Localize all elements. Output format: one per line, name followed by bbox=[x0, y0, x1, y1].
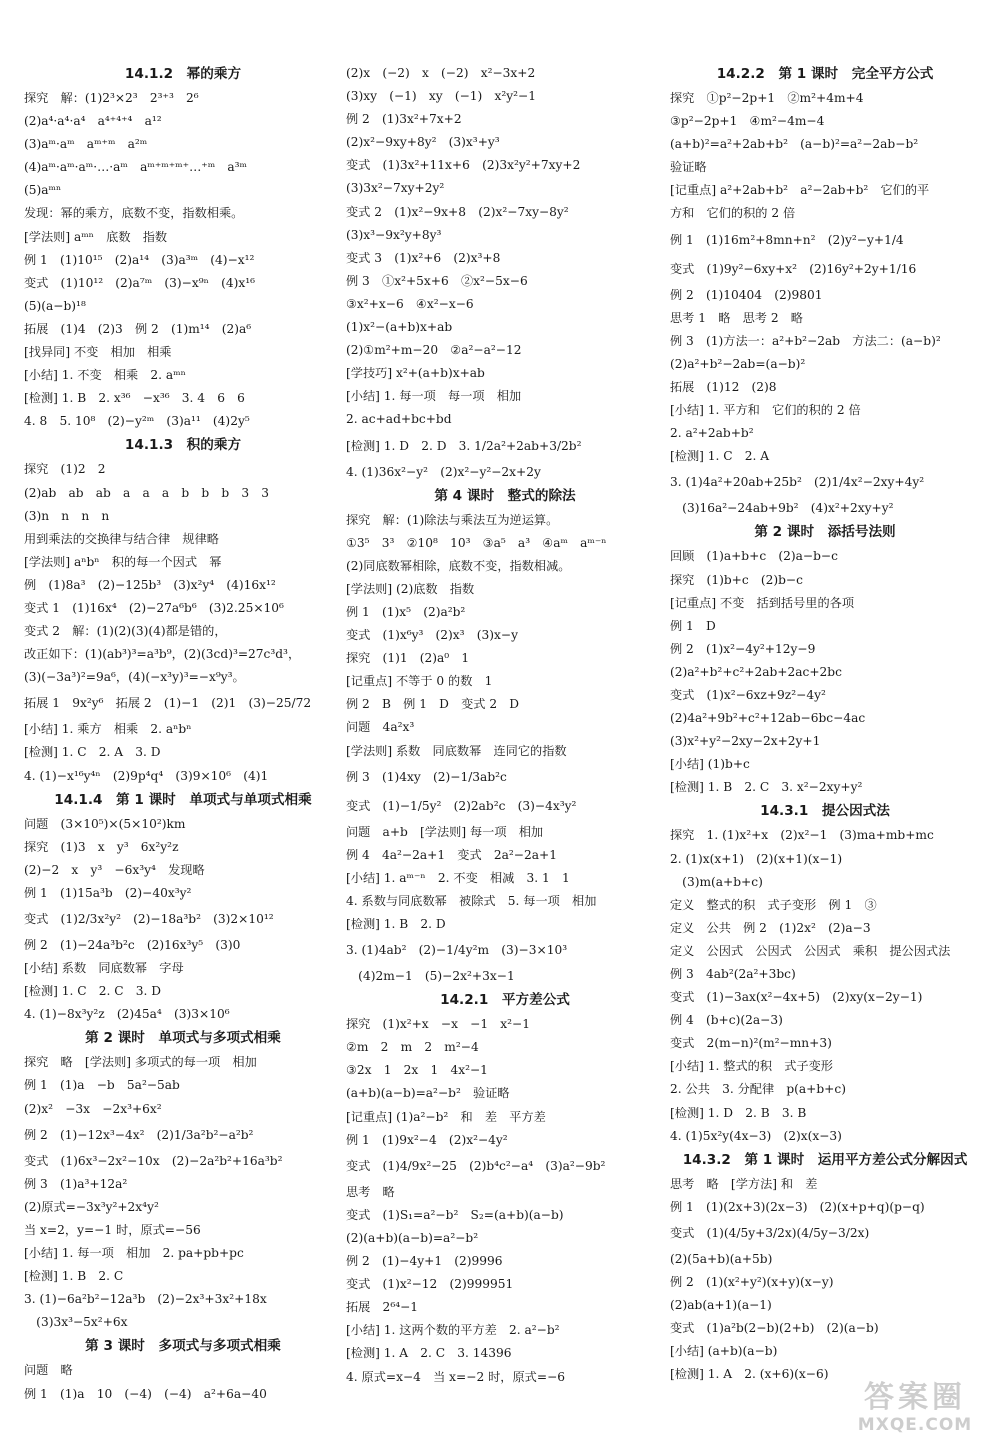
answer-line: ②m 2 m 2 m²−4 bbox=[346, 1040, 479, 1055]
answer-column-2 bbox=[346, 62, 664, 1389]
answer-line: [小结] 1. 乘方 相乘 2. aⁿbⁿ bbox=[24, 722, 192, 737]
answer-line: 方和 它们的积的 2 倍 bbox=[670, 206, 796, 221]
answer-line: (4)2m−1 (5)−2x²+3x−1 bbox=[346, 969, 515, 984]
answer-line: [小结] 1. 平方和 它们的积的 2 倍 bbox=[670, 403, 861, 418]
answer-line: 拓展 (1)12 (2)8 bbox=[670, 379, 777, 394]
answer-line: 变式 1 (1)16x⁴ (2)−27a⁶b⁶ (3)2.25×10⁶ bbox=[24, 600, 284, 615]
answer-line: [检测] 1. A 2. (x+6)(x−6) bbox=[670, 1367, 829, 1382]
answer-line: 变式 (1)S₁=a²−b² S₂=(a+b)(a−b) bbox=[346, 1207, 564, 1222]
answer-line: (3)m(a+b+c) bbox=[670, 874, 763, 889]
section-heading: 第 2 课时 单项式与多项式相乘 bbox=[85, 1030, 281, 1047]
answer-line: 变式 (1)(4/5y+3/2x)(4/5y−3/2x) bbox=[670, 1225, 870, 1240]
answer-line: 3. (1)−6a²b²−12a³b (2)−2x³+3x²+18x bbox=[24, 1292, 267, 1307]
answer-line: 验证略 bbox=[670, 160, 707, 175]
answer-line: 2. a²+2ab+b² bbox=[670, 426, 754, 441]
answer-line: [小结] 1. 整式的积 式子变形 bbox=[670, 1059, 833, 1074]
answer-line: (2)ab(a+1)(a−1) bbox=[670, 1298, 772, 1313]
answer-line: 4. 原式=x−4 当 x=−2 时，原式=−6 bbox=[346, 1369, 566, 1384]
watermark-url: MXQE.COM bbox=[857, 1415, 973, 1435]
answer-line: 探究 解：(1)2³×2³ 2³⁺³ 2⁶ bbox=[24, 91, 199, 105]
answer-line: 变式 (1)10¹² (2)a⁷ᵐ (3)−x⁹ⁿ (4)x¹⁶ bbox=[24, 275, 255, 290]
answer-line: (2)x (−2) x (−2) x²−3x+2 bbox=[346, 66, 536, 80]
answer-line: 变式 2 (1)x²−9x+8 (2)x²−7xy−8y² bbox=[346, 204, 569, 219]
answer-column-3 bbox=[670, 62, 980, 1387]
answer-line: (2)(a+b)(a−b)=a²−b² bbox=[346, 1230, 479, 1245]
answer-line: 例 2 (1)−4y+1 (2)9996 bbox=[346, 1254, 503, 1269]
answer-line: (3)(−3a³)²=9a⁶，(4)(−x³y)³=−x⁹y³。 bbox=[24, 670, 245, 685]
answer-line: 探究 (1)b+c (2)b−c bbox=[670, 572, 803, 587]
answer-line: 探究 解：(1)除法与乘法互为逆运算。 bbox=[346, 512, 559, 527]
answer-line: 问题 4a²x³ bbox=[346, 720, 415, 735]
answer-line: 变式 (1)−3ax(x²−4x+5) (2)xy(x−2y−1) bbox=[670, 990, 923, 1005]
answer-line: 问题 a+b [学法则] 每一项 相加 bbox=[346, 824, 544, 839]
section-heading: 第 3 课时 多项式与多项式相乘 bbox=[85, 1338, 281, 1355]
answer-line: [学法则] aᵐⁿ 底数 指数 bbox=[24, 229, 168, 244]
answer-line: (2)原式=−3x³y²+2x⁴y² bbox=[24, 1199, 159, 1214]
section-heading: 14.2.2 第 1 课时 完全平方公式 bbox=[716, 66, 934, 82]
answer-line: 变式 (1)9y²−6xy+x² (2)16y²+2y+1/16 bbox=[670, 261, 917, 276]
section-heading: 14.2.1 平方差公式 bbox=[440, 992, 570, 1009]
answer-line: 例 3 (1)方法一：a²+b²−2ab 方法二：(a−b)² bbox=[670, 333, 941, 348]
section-heading: 第 4 课时 整式的除法 bbox=[434, 487, 576, 504]
answer-line: 定义 公共 例 2 (1)2x² (2)a−3 bbox=[670, 920, 871, 935]
answer-line: 例 1 (1)9x²−4 (2)x²−4y² bbox=[346, 1132, 508, 1147]
answer-line: (2)a²+b²+c²+2ab+2ac+2bc bbox=[670, 664, 842, 679]
answer-line: [小结] (a+b)(a−b) bbox=[670, 1344, 778, 1359]
answer-line: 例 2 (1)−12x³−4x² (2)1/3a²b²−a²b² bbox=[24, 1127, 254, 1142]
answer-line: 例 2 (1)−24a³b²c (2)16x³y⁵ (3)0 bbox=[24, 938, 241, 952]
answer-line: [小结] 1. 这两个数的平方差 2. a²−b² bbox=[346, 1323, 560, 1338]
answer-line: 用到乘法的交换律与结合律 规律略 bbox=[24, 531, 219, 546]
answer-line: 2. ac+ad+bc+bd bbox=[346, 412, 452, 427]
section-heading: 14.1.2 幂的乘方 bbox=[124, 66, 242, 82]
answer-line: 发现：幂的乘方，底数不变，指数相乘。 bbox=[24, 206, 244, 221]
answer-line: [检测] 1. C 2. C 3. D bbox=[24, 984, 162, 999]
answer-line: [小结] 1. 每一项 每一项 相加 bbox=[346, 389, 522, 404]
answer-line: 变式 (1)x²−6xz+9z²−4y² bbox=[670, 687, 826, 702]
answer-line: (2)a⁴·a⁴·a⁴ a⁴⁺⁴⁺⁴ a¹² bbox=[24, 114, 162, 129]
answer-line: (3)n n n n bbox=[24, 508, 110, 523]
answer-line: (3)x³−9x²y+8y³ bbox=[346, 227, 442, 242]
answer-line: (2)x²−9xy+8y² (3)x³+y³ bbox=[346, 135, 500, 150]
answer-line: 探究 1. (1)x²+x (2)x²−1 (3)ma+mb+mc bbox=[670, 828, 934, 843]
answer-line: 例 2 (1)x²−4y²+12y−9 bbox=[670, 641, 816, 656]
answer-line: (2)−2 x y³ −6x³y⁴ 发现略 bbox=[24, 862, 205, 877]
answer-line: 4. (1)5x²y(4x−3) (2)x(x−3) bbox=[670, 1128, 842, 1143]
answer-line: [检测] 1. D 2. B 3. B bbox=[670, 1105, 807, 1120]
answer-line: 探究 (1)x²+x −x −1 x²−1 bbox=[346, 1017, 531, 1032]
answer-line: 4. (1)−x¹⁶y⁴ⁿ (2)9p⁴q⁴ (3)9×10⁶ (4)1 bbox=[24, 768, 269, 783]
answer-line: (3)xy (−1) xy (−1) x²y²−1 bbox=[346, 89, 536, 104]
answer-line: 探究 ①p²−2p+1 ②m²+4m+4 bbox=[670, 91, 864, 105]
answer-line: [检测] 1. B 2. D bbox=[346, 917, 446, 931]
answer-line: 改正如下：(1)(ab³)³=a³b⁹，(2)(3cd)³=27c³d³， bbox=[24, 647, 301, 662]
answer-line: 探究 (1)2 2 bbox=[24, 462, 106, 477]
answer-line: (2)同底数幂相除，底数不变，指数相减。 bbox=[346, 558, 571, 573]
answer-line: 2. (1)x(x+1) (2)(x+1)(x−1) bbox=[670, 851, 843, 866]
answer-line: 思考 略 bbox=[346, 1184, 395, 1199]
answer-line: ③2x 1 2x 1 4x²−1 bbox=[346, 1063, 488, 1078]
answer-line: [检测] 1. D 2. D 3. 1/2a²+2ab+3/2b² bbox=[346, 438, 582, 453]
answer-line: [学法则] 系数 同底数幂 连同它的指数 bbox=[346, 743, 567, 758]
answer-line: (3)aᵐ·aᵐ aᵐ⁺ᵐ a²ᵐ bbox=[24, 137, 148, 152]
answer-line: [检测] 1. B 2. C bbox=[24, 1269, 124, 1284]
answer-line: 4. (1)36x²−y² (2)x²−y²−2x+2y bbox=[346, 464, 541, 479]
watermark-logo bbox=[840, 1381, 990, 1439]
answer-line: [记重点] (1)a²−b² 和 差 平方差 bbox=[346, 1109, 546, 1124]
answer-line: 拓展 1 9x²y⁶ 拓展 2 (1)−1 (2)1 (3)−25/72 bbox=[24, 696, 312, 711]
section-heading: 14.3.2 第 1 课时 运用平方差公式分解因式 bbox=[682, 1151, 968, 1168]
answer-line: 4. (1)−8x³y²z (2)45a⁴ (3)3×10⁶ bbox=[24, 1007, 230, 1022]
answer-line: 例 3 (1)4xy (2)−1/3ab²c bbox=[346, 769, 507, 784]
answer-line: ③p²−2p+1 ④m²−4m−4 bbox=[670, 114, 825, 129]
answer-line: 例 4 4a²−2a+1 变式 2a²−2a+1 bbox=[346, 847, 557, 862]
answer-line: 例 2 (1)10404 (2)9801 bbox=[670, 287, 823, 302]
answer-line: 3. (1)4ab² (2)−1/4y²m (3)−3×10³ bbox=[346, 943, 568, 958]
answer-line: (2)4a²+9b²+c²+12ab−6bc−4ac bbox=[670, 711, 866, 726]
answer-line: 例 1 (1)a −b 5a²−5ab bbox=[24, 1078, 180, 1093]
answer-line: [找异同] 不变 相加 相乘 bbox=[24, 345, 172, 360]
answer-line: 问题 (3×10⁵)×(5×10²)km bbox=[24, 816, 186, 831]
watermark-title: 答案圈 bbox=[864, 1380, 966, 1415]
answer-line: 探究 (1)1 (2)a⁰ 1 bbox=[346, 651, 470, 666]
answer-line: [小结] 1. aᵐ⁻ⁿ 2. 不变 相减 3. 1 1 bbox=[346, 870, 570, 885]
answer-line: 当 x=2，y=−1 时，原式=−56 bbox=[24, 1222, 201, 1237]
answer-line: (2)x² −3x −2x³+6x² bbox=[24, 1101, 162, 1116]
answer-line: 变式 (1)−1/5y² (2)2ab²c (3)−4x³y² bbox=[346, 798, 577, 813]
answer-line: 拓展 2⁶⁴−1 bbox=[346, 1300, 419, 1315]
answer-line: [检测] 1. C 2. A bbox=[670, 449, 770, 464]
answer-line: 例 1 (1)(2x+3)(2x−3) (2)(x+p+q)(p−q) bbox=[670, 1199, 925, 1214]
answer-line: 变式 3 (1)x²+6 (2)x³+8 bbox=[346, 250, 501, 265]
answer-line: 探究 略 [学法则] 多项式的每一项 相加 bbox=[24, 1055, 257, 1070]
answer-line: [学技巧] x²+(a+b)x+ab bbox=[346, 366, 485, 381]
answer-line: (3)x²+y²−2xy−2x+2y+1 bbox=[670, 734, 821, 749]
answer-line: 3. (1)4a²+20ab+25b² (2)1/4x²−2xy+4y² bbox=[670, 475, 925, 490]
answer-line: 回顾 (1)a+b+c (2)a−b−c bbox=[670, 549, 838, 564]
answer-line: (1)x²−(a+b)x+ab bbox=[346, 320, 453, 335]
answer-line: [检测] 1. A 2. C 3. 14396 bbox=[346, 1346, 512, 1361]
answer-line: 思考 1 略 思考 2 略 bbox=[670, 310, 803, 325]
answer-line: 变式 2(m−n)²(m²−mn+3) bbox=[670, 1036, 832, 1051]
answer-line: 定义 整式的积 式子变形 例 1 ③ bbox=[670, 897, 877, 912]
answer-line: 例 1 (1)15a³b (2)−40x³y² bbox=[24, 885, 192, 900]
answer-line: 例 1 (1)10¹⁵ (2)a¹⁴ (3)a³ᵐ (4)−x¹² bbox=[24, 252, 255, 267]
answer-line: 变式 (1)3x²+11x+6 (2)3x²y²+7xy+2 bbox=[346, 158, 581, 173]
answer-line: (2)a²+b²−2ab=(a−b)² bbox=[670, 356, 806, 371]
answer-line: 例 1 (1)x⁵ (2)a²b² bbox=[346, 604, 466, 619]
answer-line: ①3⁵ 3³ ②10⁸ 10³ ③a⁵ a³ ④aᵐ aᵐ⁻ⁿ bbox=[346, 535, 607, 550]
answer-column-1 bbox=[24, 62, 342, 1406]
answer-line: 探究 (1)3 x y³ 6x²y²z bbox=[24, 839, 179, 854]
answer-line: 2. 公共 3. 分配律 p(a+b+c) bbox=[670, 1082, 846, 1097]
answer-line: (a+b)(a−b)=a²−b² 验证略 bbox=[346, 1086, 510, 1101]
answer-line: (3)3x³−5x²+6x bbox=[24, 1315, 128, 1330]
answer-line: [检测] 1. B 2. x³⁶ −x³⁶ 3. 4 6 6 bbox=[24, 391, 245, 406]
answer-line: 变式 (1)x²−12 (2)999951 bbox=[346, 1277, 514, 1292]
answer-line: 例 2 (1)(x²+y²)(x+y)(x−y) bbox=[670, 1275, 834, 1290]
answer-line: 例 1 D bbox=[670, 618, 716, 633]
answer-line: 变式 (1)a²b(2−b)(2+b) (2)(a−b) bbox=[670, 1321, 879, 1336]
answer-line: [检测] 1. C 2. A 3. D bbox=[24, 745, 161, 760]
answer-line: 定义 公因式 公因式 公因式 乘积 提公因式法 bbox=[670, 943, 951, 958]
answer-line: 变式 (1)4/9x²−25 (2)b⁴c²−a⁴ (3)a²−9b² bbox=[346, 1158, 606, 1173]
answer-line: 例 3 4ab²(2a²+3bc) bbox=[670, 967, 796, 981]
answer-line: 例 3 ①x²+5x+6 ②x²−5x−6 bbox=[346, 273, 528, 288]
answer-line: 例 2 (1)3x²+7x+2 bbox=[346, 112, 462, 127]
answer-line: 4. 8 5. 10⁸ (2)−y²ᵐ (3)a¹¹ (4)2y⁵ bbox=[24, 414, 250, 429]
answer-line: 4. 系数与同底数幂 被除式 5. 每一项 相加 bbox=[346, 893, 597, 908]
answer-line: [记重点] a²+2ab+b² a²−2ab+b² 它们的平 bbox=[670, 183, 930, 198]
answer-line: (4)aᵐ·aᵐ·aᵐ·…·aᵐ aᵐ⁺ᵐ⁺ᵐ⁺…⁺ᵐ a³ᵐ bbox=[24, 160, 247, 175]
answer-line: [学法则] aⁿbⁿ 积的每一个因式 幂 bbox=[24, 554, 222, 569]
answer-line: ③x²+x−6 ④x²−x−6 bbox=[346, 296, 474, 311]
answer-line: 变式 (1)x⁶y³ (2)x³ (3)x−y bbox=[346, 628, 518, 643]
answer-line: [记重点] 不等于 0 的数 1 bbox=[346, 674, 493, 689]
answer-line: 变式 (1)6x³−2x²−10x (2)−2a²b²+16a³b² bbox=[24, 1153, 283, 1168]
answer-line: (2)(5a+b)(a+5b) bbox=[670, 1251, 773, 1266]
answer-line: 思考 略 [学方法] 和 差 bbox=[670, 1176, 818, 1191]
answer-line: 变式 2 解：(1)(2)(3)(4)都是错的， bbox=[24, 624, 227, 639]
answer-line: (3)3x²−7xy+2y² bbox=[346, 181, 445, 196]
answer-line: [学法则] (2)底数 指数 bbox=[346, 581, 475, 596]
answer-line: 例 (1)8a³ (2)−125b³ (3)x²y⁴ (4)16x¹² bbox=[24, 577, 276, 592]
answer-line: [记重点] 不变 括到括号里的各项 bbox=[670, 595, 855, 610]
answer-line: (a+b)²=a²+2ab+b² (a−b)²=a²−2ab−b² bbox=[670, 137, 919, 152]
answer-line: [小结] 1. 每一项 相加 2. pa+pb+pc bbox=[24, 1246, 244, 1261]
answer-line: (5)aᵐⁿ bbox=[24, 183, 62, 198]
answer-line: [检测] 1. B 2. C 3. x²−2xy+y² bbox=[670, 780, 863, 795]
answer-line: 例 1 (1)a 10 (−4) (−4) a²+6a−40 bbox=[24, 1386, 267, 1401]
answer-line: (2)ab ab ab a a a b b b 3 3 bbox=[24, 485, 270, 500]
answer-line: 例 4 (b+c)(2a−3) bbox=[670, 1013, 783, 1028]
answer-line: 问题 略 bbox=[24, 1363, 73, 1378]
answer-line: 变式 (1)2/3x²y² (2)−18a³b² (3)2×10¹² bbox=[24, 912, 274, 926]
answer-line: 例 1 (1)16m²+8mn+n² (2)y²−y+1/4 bbox=[670, 232, 904, 247]
answer-line: 例 2 B 例 1 D 变式 2 D bbox=[346, 697, 520, 712]
section-heading: 14.3.1 提公因式法 bbox=[760, 803, 890, 820]
answer-line: 例 3 (1)a³+12a² bbox=[24, 1176, 128, 1191]
answer-line: (2)①m²+m−20 ②a²−a²−12 bbox=[346, 343, 522, 358]
section-heading: 第 2 课时 添括号法则 bbox=[754, 524, 896, 541]
answer-line: [小结] 1. 不变 相乘 2. aᵐⁿ bbox=[24, 368, 186, 383]
section-heading: 14.1.3 积的乘方 bbox=[124, 437, 242, 454]
answer-line: 拓展 (1)4 (2)3 例 2 (1)m¹⁴ (2)a⁶ bbox=[24, 321, 252, 336]
answer-line: [小结] 系数 同底数幂 字母 bbox=[24, 961, 184, 976]
answer-line: (3)16a²−24ab+9b² (4)x²+2xy+y² bbox=[670, 501, 894, 516]
answer-line: (5)(a−b)¹⁸ bbox=[24, 298, 86, 313]
section-heading: 14.1.4 第 1 课时 单项式与单项式相乘 bbox=[54, 791, 312, 808]
answer-line: [小结] (1)b+c bbox=[670, 757, 750, 772]
